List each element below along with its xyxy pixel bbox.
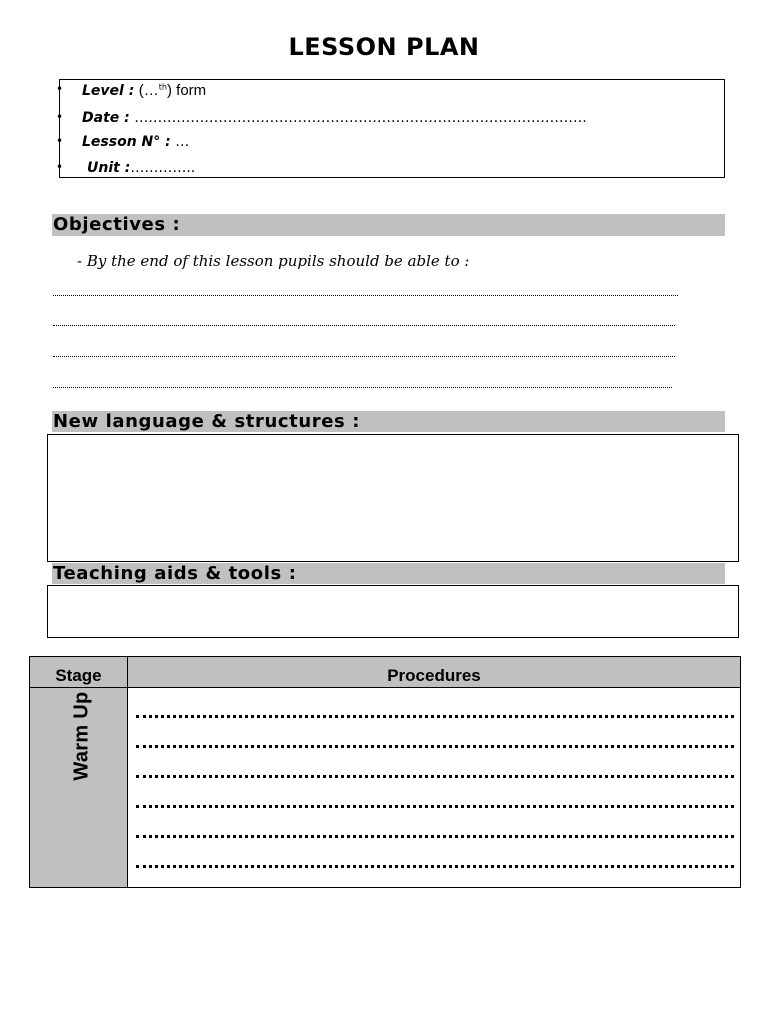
new-language-heading: New language & structures :: [53, 411, 361, 432]
procedures-header: Procedures: [128, 657, 740, 688]
objective-answer-line: [53, 354, 675, 357]
level-row: [56, 82, 207, 99]
stage-label: Warm Up: [70, 691, 93, 781]
procedure-line: [136, 715, 734, 718]
level-sup: th: [158, 82, 167, 92]
lesson-info-box: [56, 79, 725, 178]
unit-value: …………..: [130, 160, 196, 176]
bullet: •: [56, 160, 64, 174]
lesson-number-value: …: [175, 134, 190, 150]
lesson-number-label: Lesson N° :: [82, 134, 171, 150]
objectives-heading: Objectives :: [53, 214, 181, 235]
date-row: [56, 110, 587, 126]
level-label: Level :: [82, 83, 135, 99]
level-value-pre: (…: [138, 82, 159, 99]
objectives-sentence: - By the end of this lesson pupils should be able to :: [77, 252, 470, 270]
stage-cell: [30, 688, 128, 887]
bullet: •: [56, 110, 64, 124]
date-value: …………………………………………………………………………………….: [134, 110, 587, 126]
unit-label: Unit :: [87, 160, 131, 176]
level-value-post: ) form: [166, 82, 207, 99]
new-language-box: [47, 434, 739, 562]
lesson-number-row: [56, 134, 190, 150]
date-label: Date :: [82, 110, 130, 126]
teaching-aids-heading-bar: [52, 563, 725, 584]
unit-row: [56, 160, 196, 176]
procedure-line: [136, 865, 734, 868]
bullet: •: [56, 82, 64, 96]
page-title: LESSON PLAN: [288, 33, 480, 61]
objective-answer-line: [53, 293, 678, 296]
procedure-line: [136, 835, 734, 838]
objective-answer-line: [53, 323, 675, 326]
bullet: •: [56, 134, 64, 148]
procedure-line: [136, 775, 734, 778]
objective-answer-line: [53, 385, 672, 388]
procedures-table: [29, 656, 741, 888]
teaching-aids-heading: Teaching aids & tools :: [53, 563, 297, 584]
new-language-heading-bar: [52, 411, 725, 432]
stage-header: Stage: [30, 657, 128, 688]
objectives-heading-bar: [52, 214, 725, 236]
procedure-line: [136, 805, 734, 808]
procedure-line: [136, 745, 734, 748]
teaching-aids-box: [47, 585, 739, 638]
